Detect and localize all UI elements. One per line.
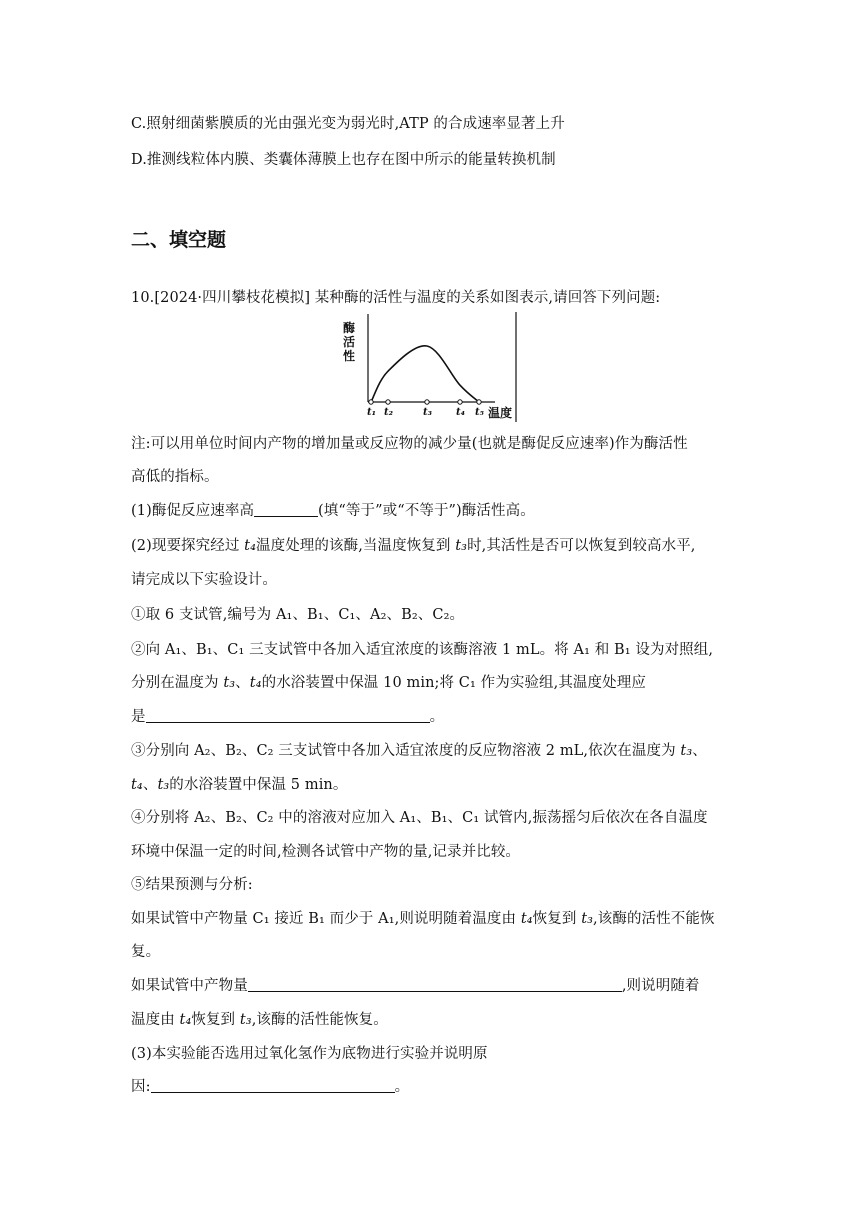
- part-2-line-2: 请完成以下实验设计。: [131, 572, 277, 588]
- step-3-line-1: ③分别向 A₂、B₂、C₂ 三支试管中各加入适宜浓度的反应物溶液 2 mL,依次在温度为 t₃、: [131, 743, 707, 759]
- part-3-line-2: 因: 。: [131, 1079, 410, 1095]
- step-2-line-3: 是 。: [131, 709, 445, 725]
- question-10-stem: 10.[2024·四川攀枝花模拟] 某种酶的活性与温度的关系如图表示,请回答下列问题:: [131, 290, 661, 306]
- step-1: ①取 6 支试管,编号为 A₁、B₁、C₁、A₂、B₂、C₂。: [131, 607, 465, 623]
- result-1-line-2: 复。: [131, 944, 161, 960]
- x-tick-marker: [369, 400, 373, 404]
- note-line-2: 高低的指标。: [131, 469, 219, 485]
- x-tick-marker: [386, 400, 390, 404]
- part-1: (1)酶促反应速率高 (填“等于”或“不等于”)酶活性高。: [131, 503, 535, 519]
- part-2-line-1: (2)现要探究经过 t₄温度处理的该酶,当温度恢复到 t₃时,其活性是否可以恢复到较高水平,: [131, 538, 696, 554]
- y-axis-label: [343, 320, 355, 363]
- enzyme-activity-chart: [335, 308, 525, 424]
- activity-curve: [371, 346, 479, 402]
- step-2-line-1: ②向 A₁、B₁、C₁ 三支试管中各加入适宜浓度的该酶溶液 1 mL。将 A₁ 和 B₁ 设为对照组,: [131, 642, 714, 658]
- x-tick-marker: [425, 400, 429, 404]
- x-tick-marker: [477, 400, 481, 404]
- answer-blank-1[interactable]: [254, 502, 318, 517]
- step-4-line-1: ④分别将 A₂、B₂、C₂ 中的溶液对应加入 A₁、B₁、C₁ 试管内,振荡摇匀后依次在各自温度: [131, 810, 708, 826]
- x-tick-label: t₅: [475, 407, 484, 418]
- x-tick-marker: [458, 400, 462, 404]
- step-4-line-2: 环境中保温一定的时间,检测各试管中产物的量,记录并比较。: [131, 844, 521, 860]
- result-2-line-2: 温度由 t₄恢复到 t₃,该酶的活性能恢复。: [131, 1012, 388, 1028]
- step-5: ⑤结果预测与分析:: [131, 877, 253, 893]
- result-2-line-1: 如果试管中产物量 ,则说明随着: [131, 978, 700, 994]
- step-3-line-2: t₄、t₃的水浴装置中保温 5 min。: [131, 777, 348, 793]
- option-d: D.推测线粒体内膜、类囊体薄膜上也存在图中所示的能量转换机制: [131, 152, 556, 168]
- svg-text:酶活性: 酶活性: [343, 321, 356, 363]
- note-line-1: 注:可以用单位时间内产物的增加量或反应物的减少量(也就是酶促反应速率)作为酶活性: [131, 436, 688, 452]
- part-3-line-1: (3)本实验能否选用过氧化氢作为底物进行实验并说明原: [131, 1046, 488, 1062]
- x-tick-label: t₂: [384, 407, 393, 418]
- x-tick-label: t₃: [423, 407, 432, 418]
- step-2-line-2: 分别在温度为 t₃、t₄的水浴装置中保温 10 min;将 C₁ 作为实验组,其温度处理应: [131, 675, 646, 691]
- x-axis-label: 温度: [488, 406, 513, 420]
- option-c: C.照射细菌紫膜质的光由强光变为弱光时,ATP 的合成速率显著上升: [131, 116, 565, 132]
- answer-blank-3[interactable]: [248, 977, 622, 992]
- answer-blank-2[interactable]: [146, 708, 430, 723]
- answer-blank-4[interactable]: [151, 1078, 395, 1093]
- x-tick-label: t₄: [456, 407, 465, 418]
- result-1-line-1: 如果试管中产物量 C₁ 接近 B₁ 而少于 A₁,则说明随着温度由 t₄恢复到 t₃,该酶的活性不能恢: [131, 911, 715, 927]
- x-tick-label: t₁: [367, 407, 376, 418]
- section-title: 二、填空题: [131, 229, 227, 251]
